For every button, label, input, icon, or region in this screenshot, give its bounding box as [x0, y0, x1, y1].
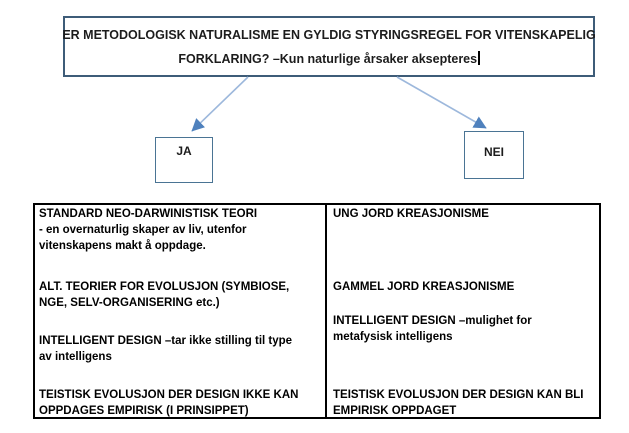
table-text-line: GAMMEL JORD KREASJONISME [333, 281, 515, 293]
table-text-line: - en overnaturlig skaper av liv, utenfor [39, 224, 247, 236]
branch-box-nei[interactable] [464, 131, 524, 179]
table-text-line: NGE, SELV-ORGANISERING etc.) [39, 297, 220, 309]
table-text-line: INTELLIGENT DESIGN –mulighet for [333, 315, 532, 327]
question-box[interactable] [63, 16, 595, 77]
question-line-2-text: FORKLARING? –Kun naturlige årsaker aksepteres [178, 51, 478, 66]
item-gammel-jord-kreasjonisme [333, 279, 595, 295]
table-text-line: TEISTISK EVOLUSJON DER DESIGN KAN BLI [333, 389, 584, 401]
item-intelligent-design-right [333, 313, 595, 345]
item-intelligent-design-left [39, 333, 321, 365]
question-line-1: ER METODOLOGISK NATURALISME EN GYLDIG STYRINGSREGEL FOR VITENSKAPELIG [62, 27, 596, 42]
text-cursor [478, 51, 480, 65]
branch-box-ja[interactable] [155, 137, 213, 183]
item-ung-jord-kreasjonisme [333, 206, 595, 222]
table-text-line: EMPIRISK OPPDAGET [333, 405, 457, 417]
table-cell-nei-column[interactable] [327, 205, 599, 417]
comparison-table [33, 203, 601, 419]
table-text-line: vitenskapens makt å oppdage. [39, 240, 206, 252]
table-text-line: metafysisk intelligens [333, 331, 453, 343]
arrow-down-left-icon [192, 77, 248, 131]
question-line-2 [178, 51, 479, 66]
item-teistisk-evolusjon-right [333, 387, 595, 419]
item-alt-evolution-theories [39, 279, 321, 311]
table-text-line: ALT. TEORIER FOR EVOLUSJON (SYMBIOSE, [39, 281, 290, 293]
table-text-line: STANDARD NEO-DARWINISTISK TEORI [39, 208, 258, 220]
table-text-line: UNG JORD KREASJONISME [333, 208, 489, 220]
arrow-down-right-icon [397, 77, 486, 128]
branch-ja-label: JA [176, 144, 192, 158]
table-text-line: OPPDAGES EMPIRISK (I PRINSIPPET) [39, 405, 249, 417]
table-text-line: TEISTISK EVOLUSJON DER DESIGN IKKE KAN [39, 389, 299, 401]
table-cell-ja-column[interactable] [35, 205, 327, 417]
item-teistisk-evolusjon-left [39, 387, 321, 419]
branch-nei-label: NEI [483, 145, 504, 159]
table-text-line: av intelligens [39, 351, 112, 363]
table-text-line: INTELLIGENT DESIGN –tar ikke stilling til type [39, 335, 293, 347]
item-neo-darwinism [39, 206, 321, 254]
